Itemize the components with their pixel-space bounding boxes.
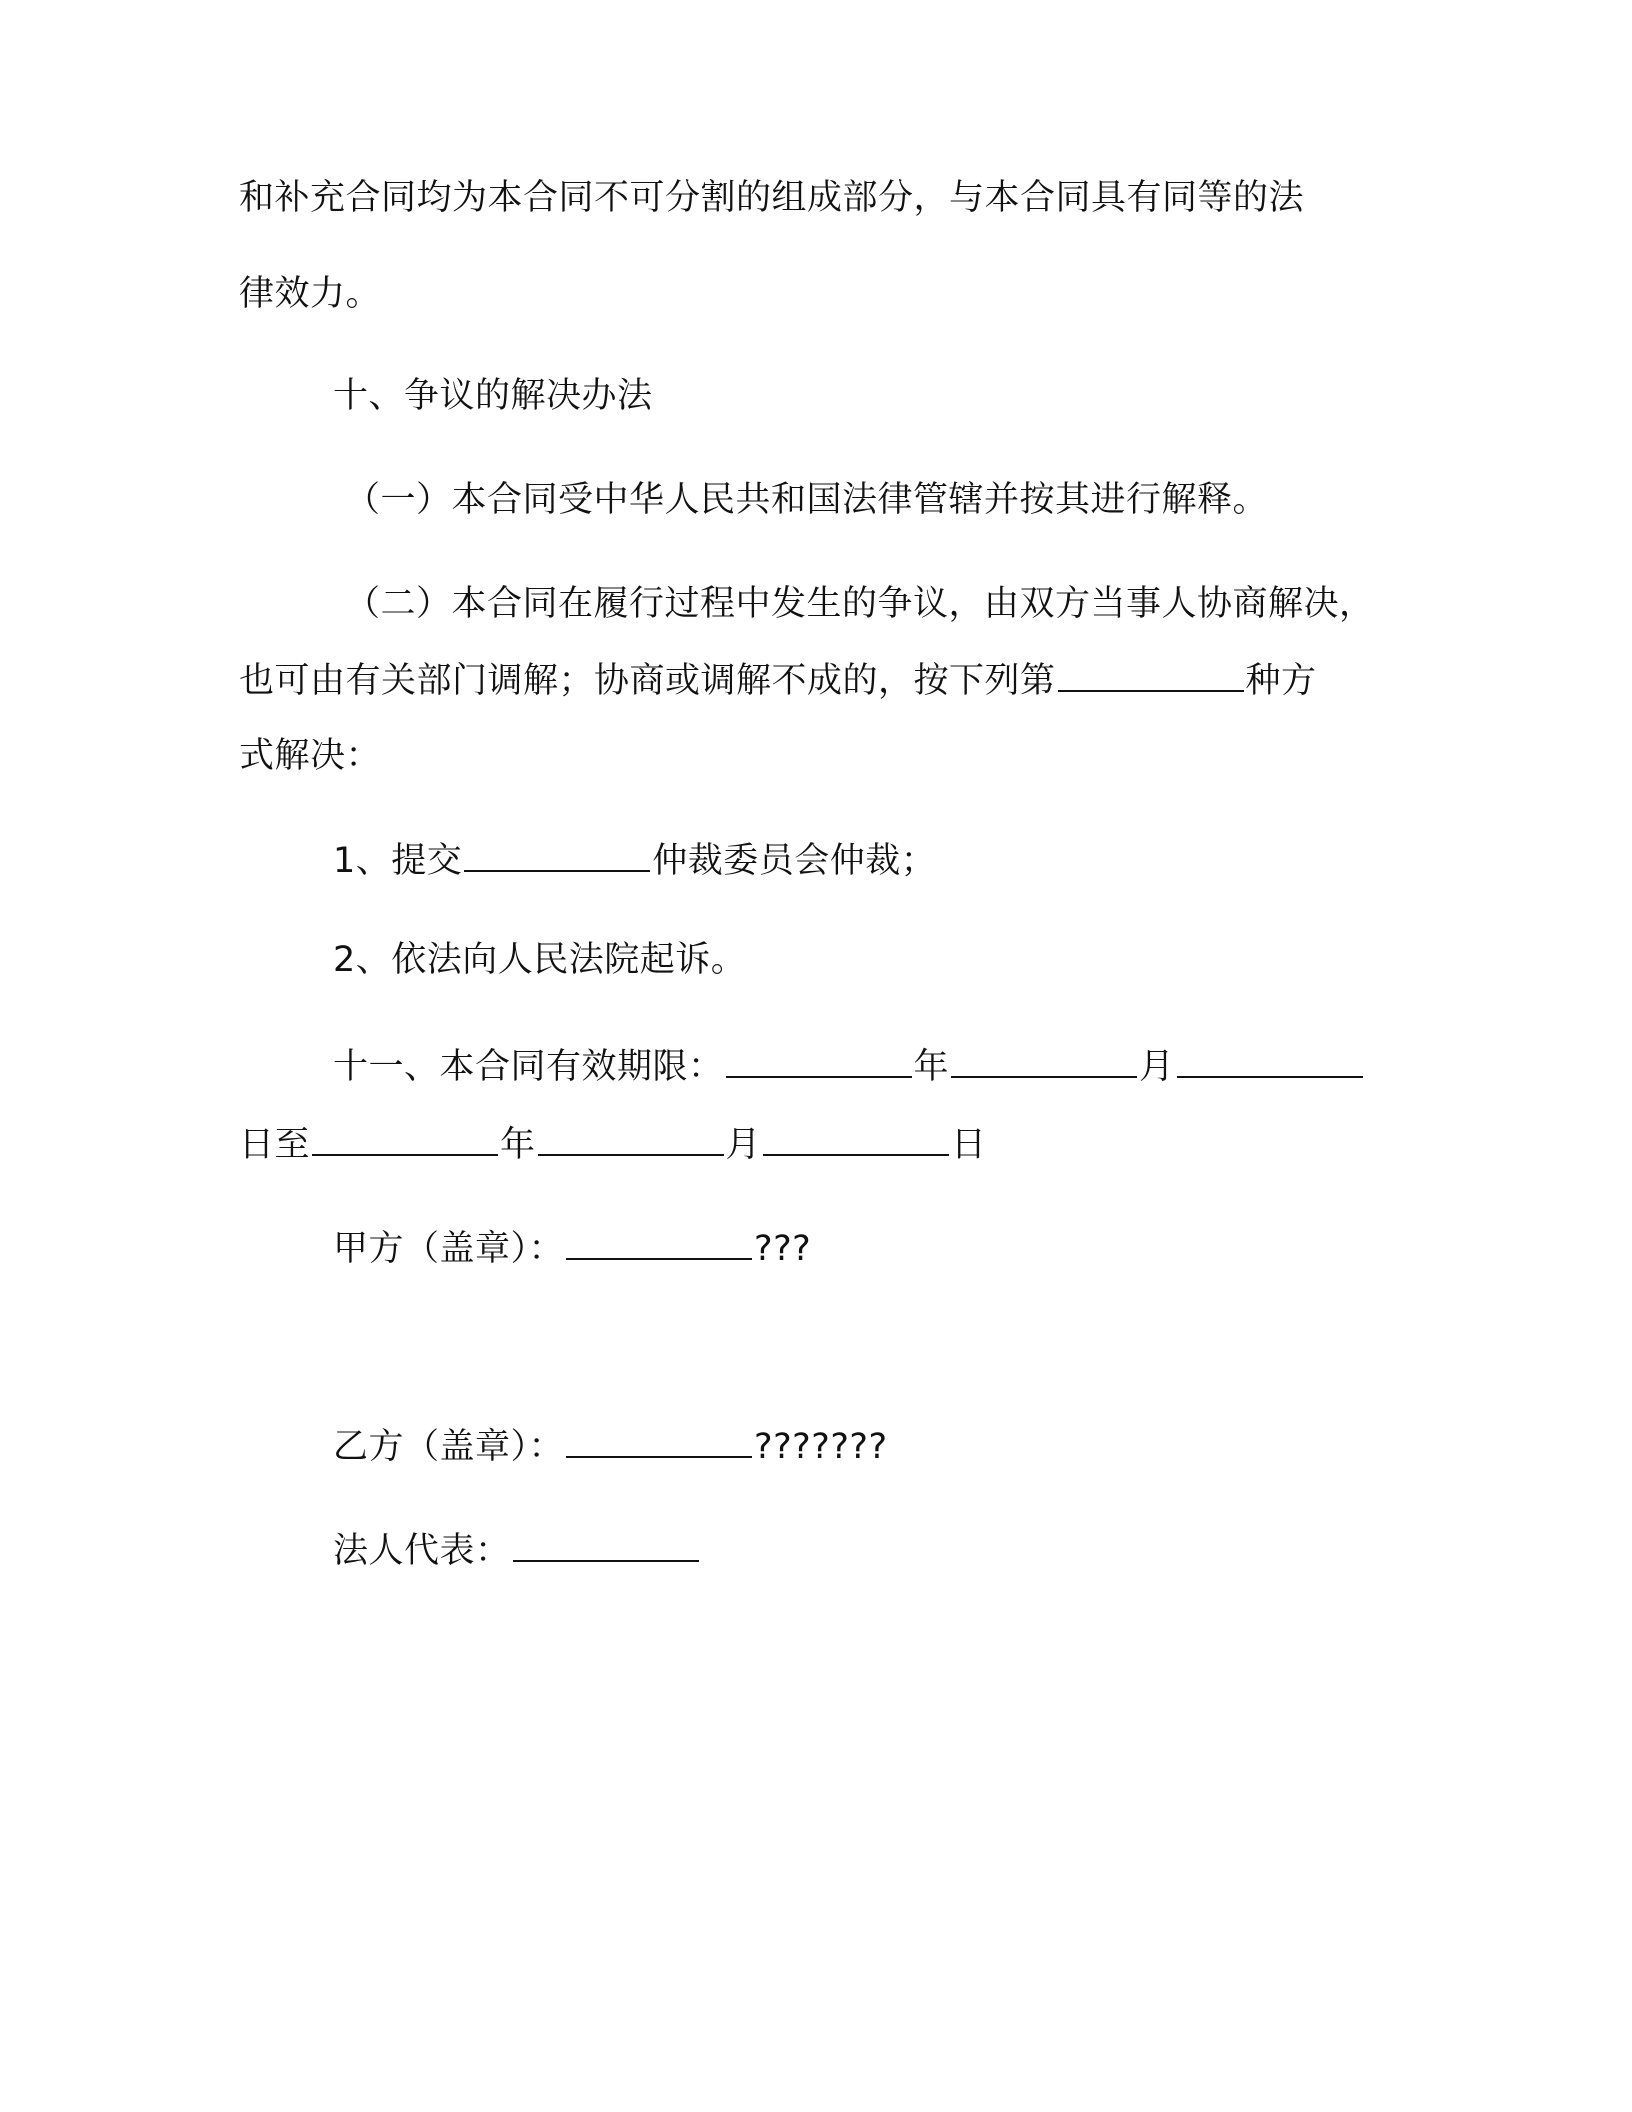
text-run: 甲方（盖章）： — [333, 1229, 565, 1269]
clause-line — [345, 478, 1268, 522]
legal-representative-line — [333, 1526, 701, 1573]
option-item — [333, 836, 936, 883]
clause-line — [345, 582, 1375, 626]
option-item — [333, 938, 746, 982]
text-run: 1、提交 — [333, 841, 463, 881]
text-run: 月 — [1139, 1047, 1175, 1087]
clause-line — [239, 734, 381, 778]
text-run: ??????? — [754, 1427, 888, 1467]
fill-in-blank[interactable] — [951, 1042, 1137, 1078]
text-run: （二）本合同在履行过程中发生的争议，由双方当事人协商解决， — [345, 584, 1375, 624]
text-run: 乙方（盖章）： — [333, 1427, 565, 1467]
signature-line-party-a — [333, 1224, 811, 1271]
section-heading — [333, 1042, 1365, 1089]
text-run: 律效力。 — [239, 274, 382, 314]
text-run: 式解决： — [239, 736, 382, 776]
text-run: 十、争议的解决办法 — [333, 376, 653, 416]
fill-in-blank[interactable] — [464, 836, 650, 872]
fill-in-blank[interactable] — [1177, 1042, 1363, 1078]
text-run: 种方 — [1245, 661, 1317, 701]
fill-in-blank[interactable] — [763, 1120, 949, 1156]
text-run: 日 — [951, 1125, 987, 1165]
text-run: 2、依法向人民法院起诉。 — [333, 940, 747, 980]
text-run: 十一、本合同有效期限： — [333, 1047, 724, 1087]
section-heading — [333, 374, 653, 418]
text-run: ??? — [754, 1229, 812, 1269]
text-run: 和补充合同均为本合同不可分割的组成部分，与本合同具有同等的法 — [239, 178, 1305, 218]
text-run: （一）本合同受中华人民共和国法律管辖并按其进行解释。 — [345, 480, 1269, 520]
text-run: 法人代表： — [333, 1531, 511, 1571]
fill-in-blank[interactable] — [513, 1526, 699, 1562]
text-run: 年 — [500, 1125, 536, 1165]
fill-in-blank[interactable] — [538, 1120, 724, 1156]
text-run: 也可由有关部门调解；协商或调解不成的，按下列第 — [239, 661, 1056, 701]
body-text-line — [239, 272, 381, 316]
text-run: 仲裁委员会仲裁； — [652, 841, 937, 881]
text-run: 月 — [725, 1125, 762, 1165]
text-run: 日至 — [239, 1125, 311, 1165]
fill-in-blank[interactable] — [566, 1422, 752, 1458]
text-run: 年 — [913, 1047, 950, 1087]
fill-in-blank[interactable] — [726, 1042, 912, 1078]
fill-in-blank[interactable] — [1058, 656, 1244, 692]
clause-line — [239, 656, 1317, 703]
body-text-line — [239, 176, 1304, 220]
fill-in-blank[interactable] — [566, 1224, 752, 1260]
signature-line-party-b — [333, 1422, 888, 1469]
date-range-line — [239, 1120, 987, 1167]
fill-in-blank[interactable] — [312, 1120, 498, 1156]
